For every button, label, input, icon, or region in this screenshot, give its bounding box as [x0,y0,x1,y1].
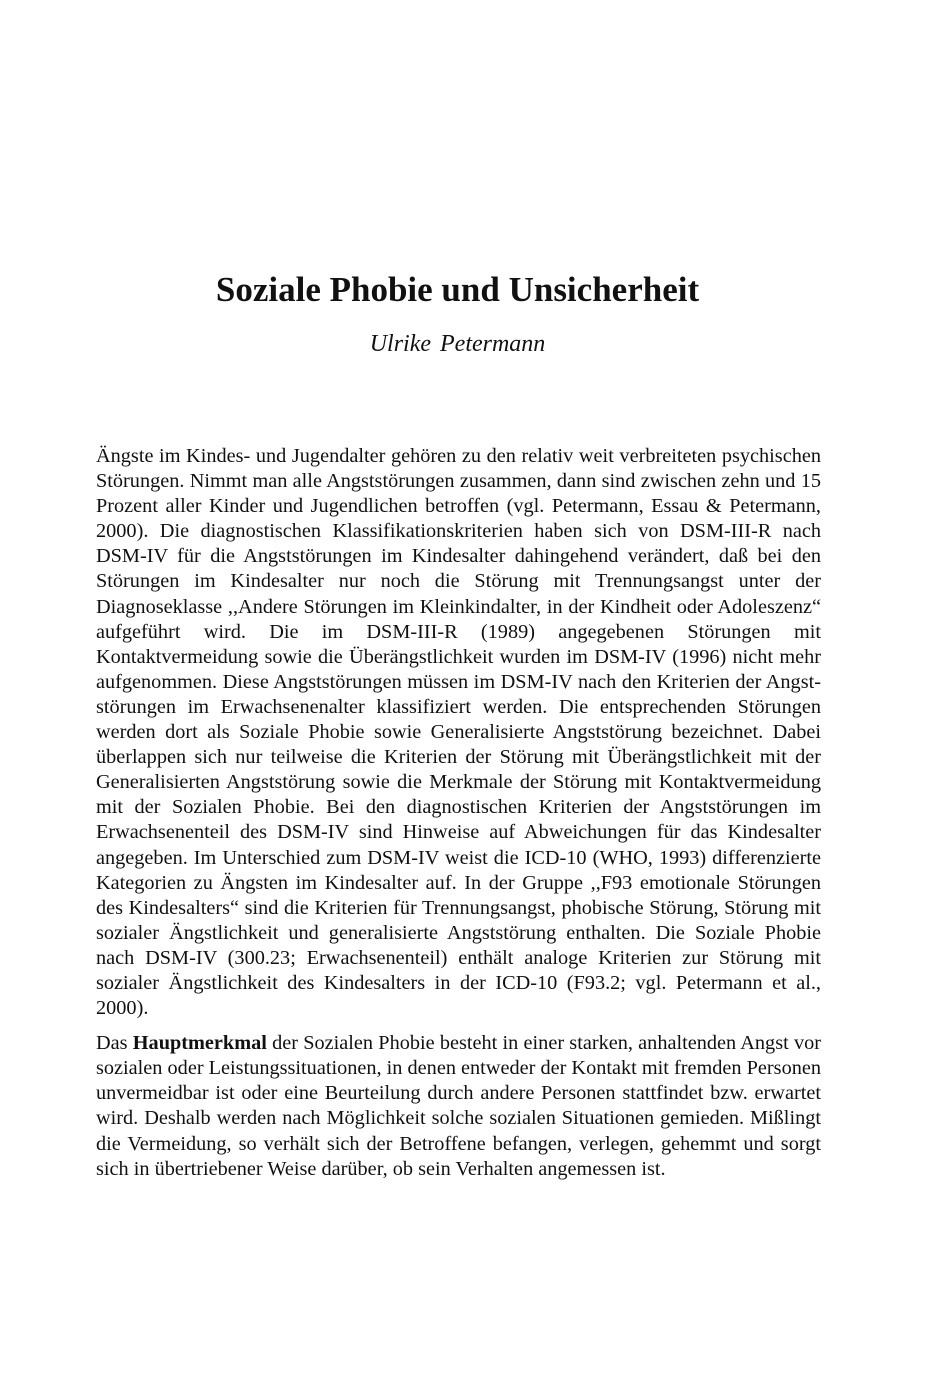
paragraph-intro: Ängste im Kindes- und Jugendalter gehören zu den relativ weit verbreiteten psychischen Störungen. Nimmt man alle Angststörungen zusammen, dann sind zwischen zehn und 15 Prozent aller Kinder und Jugendlichen betroffen (vgl. Petermann, Essau & Petermann, 2000). Die diagnostischen Klassifikationskriterien haben sich von DSM-III-R nach DSM-IV für die Angststörungen im Kindesalter dahingehend verändert, daß bei den Störungen im Kindesalter nur noch die Störung mit Trennungsangst unter der Diagnoseklasse ,,Andere Störungen im Kleinkindalter, in der Kindheit oder Adoleszenz“ aufgeführt wird. Die im DSM-III-R (1989) angegebenen Störungen mit Kontaktvermeidung sowie die Überängstlichkeit wurden im DSM-IV (1996) nicht mehr aufgenommen. Diese Angststörungen müssen im DSM-IV nach den Kriterien der Angststörungen im Erwachsenenalter klassifiziert werden. Die entsprechenden Störungen werden dort als Soziale Phobie sowie Generalisierte Angststörung bezeichnet. Dabei überlappen sich nur teilweise die Kriterien der Störung mit Überängstlichkeit mit der Generalisierten Angststörung sowie die Merkmale der Störung mit Kontaktvermeidung mit der Sozialen Phobie. Bei den diagnostischen Kriterien der Angststörungen im Erwachsenenteil des DSM-IV sind Hinweise auf Abweichungen für das Kindesalter angegeben. Im Unterschied zum DSM-IV weist die ICD-10 (WHO, 1993) differenzierte Kategorien zu Ängsten im Kindesalter auf. In der Gruppe ,,F93 emotionale Störungen des Kindesalters“ sind die Kriterien für Trennungsangst, phobische Störung, Störung mit sozialer Ängstlichkeit und generalisierte Angststörung enthalten. Die Soziale Phobie nach DSM-IV (300.23; Erwachsenenteil) enthält analoge Kriterien zur Störung mit sozialer Ängstlichkeit des Kindesalters in der ICD-10 (F93.2; vgl. Petermann et al., 2000). [96,445,821,1020]
paragraph-lead-text: Das [96,1032,133,1055]
chapter-author: Ulrike Petermann [369,331,546,357]
paragraph-continuation-text: der Sozialen Phobie besteht in einer starken, anhaltenden Angst vor sozialen oder Leistungssituationen, in denen entweder der Kontakt mit fremden Personen unvermeidbar ist oder eine Beurteilung durch andere Personen stattfindet bzw. erwartet wird. Deshalb werden nach Möglichkeit solche sozialen Situationen gemieden. Mißlingt die Vermeidung, so verhält sich der Betroffene befangen, verlegen, gehemmt und sorgt sich in übertriebener Weise darüber, ob sein Verhalten angemessen ist. [96,1032,821,1180]
chapter-body [96,444,821,1182]
bold-term-hauptmerkmal: Hauptmerkmal [132,1032,267,1055]
chapter-title: Soziale Phobie und Unsicherheit [215,270,700,309]
paragraph-main-feature [96,1031,821,1182]
